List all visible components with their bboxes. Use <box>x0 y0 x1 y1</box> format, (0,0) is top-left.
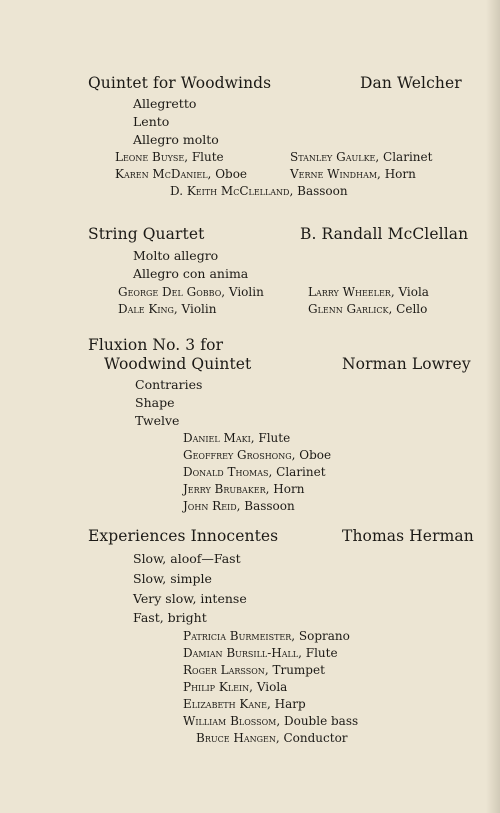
performer: William Blossom, Double bass <box>183 714 359 728</box>
performer: George Del Gobbo, Violin <box>118 285 264 299</box>
performer-role: Horn <box>273 482 305 496</box>
performer-name: George Del Gobbo <box>118 285 222 299</box>
performer-name: Bruce Hangen <box>196 731 276 745</box>
performer-name: Patricia Burmeister <box>183 629 292 643</box>
performer: Philip Klein, Viola <box>183 680 288 694</box>
performer: Leone Buyse, Flute <box>115 150 224 164</box>
performer-role: Viola <box>256 680 288 694</box>
performer: Glenn Garlick, Cello <box>308 302 428 316</box>
movement: Allegro con anima <box>133 266 249 281</box>
performer-role: Violin <box>228 285 264 299</box>
performer-name: Donald Thomas <box>183 465 269 479</box>
work-title: Experiences Innocentes <box>88 527 279 545</box>
performer: Jerry Brubaker, Horn <box>183 482 305 496</box>
performer-role: Harp <box>274 697 306 711</box>
performer-role: Soprano <box>298 629 350 643</box>
performer-role: Oboe <box>299 448 332 462</box>
performer-name: Karen McDaniel <box>115 167 208 181</box>
performer: Dale King, Violin <box>118 302 217 316</box>
movement: Very slow, intense <box>133 591 247 606</box>
performer-role: Clarinet <box>276 465 326 479</box>
performer-role: Flute <box>305 646 338 660</box>
performer-name: D. Keith McClelland <box>170 184 290 198</box>
movement: Fast, bright <box>133 610 207 625</box>
performer-name: Daniel Maki <box>183 431 251 445</box>
performer: Roger Larsson, Trumpet <box>183 663 325 677</box>
performer-name: John Reid <box>183 499 237 513</box>
performer-name: Philip Klein <box>183 680 250 694</box>
composer-name: Dan Welcher <box>360 74 462 92</box>
performer-role: Double bass <box>283 714 359 728</box>
movement: Molto allegro <box>133 248 219 263</box>
performer-role: Flute <box>191 150 224 164</box>
performer-role: Conductor <box>283 731 348 745</box>
performer-name: Leone Buyse <box>115 150 185 164</box>
performer: D. Keith McClelland, Bassoon <box>170 184 348 198</box>
performer-name: Glenn Garlick <box>308 302 389 316</box>
performer-role: Horn <box>384 167 416 181</box>
performer-role: Viola <box>398 285 429 299</box>
performer-role: Bassoon <box>244 499 295 513</box>
movement: Slow, aloof—Fast <box>133 551 241 566</box>
movement: Lento <box>133 114 170 129</box>
movement: Contraries <box>135 377 203 392</box>
movement: Allegro molto <box>133 132 219 147</box>
performer-name: Geoffrey Groshong <box>183 448 292 462</box>
performer: Verne Windham, Horn <box>290 167 416 181</box>
performer-name: Jerry Brubaker <box>183 482 266 496</box>
performer: Damian Bursill-Hall, Flute <box>183 646 338 660</box>
movement: Twelve <box>135 413 180 428</box>
work-title: String Quartet <box>88 225 205 243</box>
performer-name: Verne Windham <box>290 167 378 181</box>
performer-name: Stanley Gaulke <box>290 150 376 164</box>
work-title-continued: Woodwind Quintet <box>104 355 252 373</box>
performer: Larry Wheeler, Viola <box>308 285 429 299</box>
performer: Bruce Hangen, Conductor <box>196 731 348 745</box>
composer-name: B. Randall McClellan <box>300 225 469 243</box>
performer: Elizabeth Kane, Harp <box>183 697 306 711</box>
performer-role: Violin <box>181 302 217 316</box>
performer-role: Clarinet <box>383 150 433 164</box>
movement: Allegretto <box>133 96 197 111</box>
performer: Patricia Burmeister, Soprano <box>183 629 350 643</box>
performer-role: Bassoon <box>297 184 348 198</box>
work-title: Quintet for Woodwinds <box>88 74 272 92</box>
performer-name: Larry Wheeler <box>308 285 391 299</box>
movement: Slow, simple <box>133 571 212 586</box>
performer-name: Damian Bursill-Hall <box>183 646 299 660</box>
composer-name: Norman Lowrey <box>342 355 471 373</box>
composer-name: Thomas Herman <box>342 527 474 545</box>
performer: John Reid, Bassoon <box>183 499 295 513</box>
performer: Donald Thomas, Clarinet <box>183 465 326 479</box>
performer: Geoffrey Groshong, Oboe <box>183 448 332 462</box>
page-edge-shadow <box>486 0 500 813</box>
performer-role: Flute <box>258 431 291 445</box>
performer-role: Oboe <box>215 167 248 181</box>
performer: Daniel Maki, Flute <box>183 431 291 445</box>
performer-name: William Blossom <box>183 714 277 728</box>
performer: Stanley Gaulke, Clarinet <box>290 150 433 164</box>
movement: Shape <box>135 395 175 410</box>
performer-role: Trumpet <box>272 663 325 677</box>
performer-name: Dale King <box>118 302 174 316</box>
performer-name: Elizabeth Kane <box>183 697 267 711</box>
performer-role: Cello <box>396 302 428 316</box>
performer: Karen McDaniel, Oboe <box>115 167 248 181</box>
performer-name: Roger Larsson <box>183 663 265 677</box>
work-title: Fluxion No. 3 for <box>88 336 224 354</box>
